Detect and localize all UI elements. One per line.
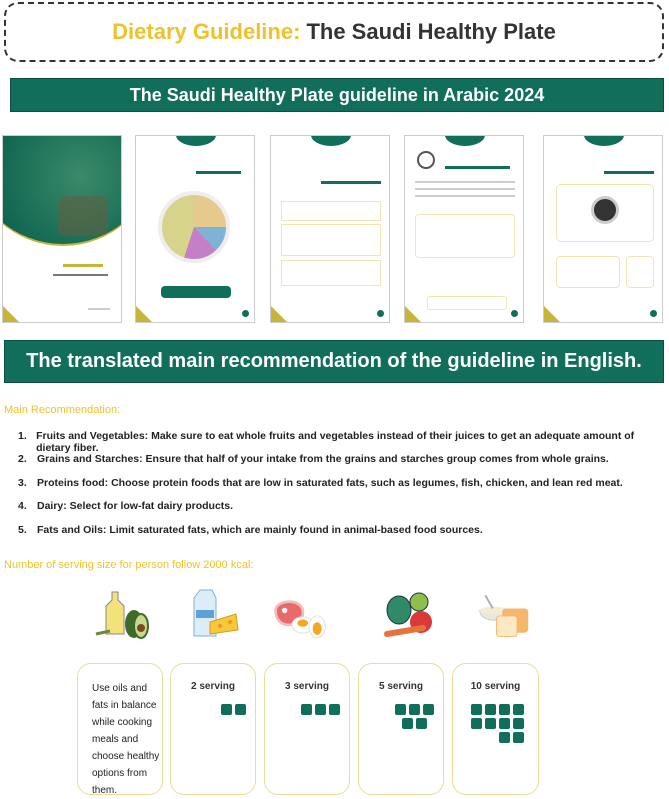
serving-square bbox=[329, 704, 340, 715]
serving-square bbox=[471, 704, 482, 715]
guideline-grains-page bbox=[404, 135, 524, 323]
recommendation-item: 1. Fruits and Vegetables: Make sure to eat whole fruits and vegetables instead of their juices to get an adequate amount of dietary fiber. bbox=[18, 430, 635, 454]
milk-cheese-icon bbox=[190, 588, 246, 642]
oil-avocado-icon bbox=[94, 588, 150, 642]
recommendation-item: 5. Fats and Oils: Limit saturated fats, which are mainly found in animal-based food sources. bbox=[18, 524, 483, 536]
serving-square bbox=[315, 704, 326, 715]
fats-oils-note: Use oils and fats in balance while cooking meals and choose healthy options from them. bbox=[92, 683, 160, 796]
guideline-cover-page bbox=[2, 135, 122, 323]
serving-square bbox=[402, 718, 413, 729]
serving-square bbox=[395, 704, 406, 715]
vegetables-icon bbox=[383, 588, 439, 642]
english-translation-banner: The translated main recommendation of the guideline in English. bbox=[4, 340, 664, 383]
serving-label: 2 serving bbox=[191, 681, 235, 692]
serving-square bbox=[513, 704, 524, 715]
title-main: The Saudi Healthy Plate bbox=[306, 19, 556, 44]
serving-square bbox=[471, 718, 482, 729]
serving-square bbox=[499, 732, 510, 743]
bread-cereal-icon bbox=[476, 588, 532, 642]
serving-square bbox=[485, 704, 496, 715]
recommendation-item: 3. Proteins food: Choose protein foods that are low in saturated fats, such as legumes, fish, chicken, and lean red meat. bbox=[18, 477, 623, 489]
serving-square bbox=[499, 718, 510, 729]
serving-square bbox=[485, 718, 496, 729]
serving-square bbox=[513, 732, 524, 743]
serving-square bbox=[301, 704, 312, 715]
recommendation-item: 2. Grains and Starches: Ensure that half of your intake from the grains and starches group comes from whole grains. bbox=[18, 453, 609, 465]
serving-square bbox=[423, 704, 434, 715]
meat-egg-icon bbox=[272, 588, 328, 642]
serving-square bbox=[416, 718, 427, 729]
serving-square bbox=[409, 704, 420, 715]
main-recommendation-heading: Main Recommendation: bbox=[4, 404, 121, 416]
guideline-example-page bbox=[543, 135, 663, 323]
guideline-plate-page bbox=[135, 135, 255, 323]
vegetables-serving-card bbox=[358, 663, 444, 795]
serving-square bbox=[499, 704, 510, 715]
servings-heading: Number of serving size for person follow 2000 kcal: bbox=[4, 559, 254, 571]
title-accent: Dietary Guideline: bbox=[112, 19, 301, 44]
serving-label: 5 serving bbox=[379, 681, 423, 692]
arabic-guideline-banner: The Saudi Healthy Plate guideline in Arabic 2024 bbox=[10, 78, 664, 112]
fats-oils-card bbox=[77, 663, 163, 795]
dairy-serving-card bbox=[170, 663, 256, 795]
guideline-food-groups-page bbox=[270, 135, 390, 323]
grains-serving-card bbox=[452, 663, 539, 795]
serving-label: 3 serving bbox=[285, 681, 329, 692]
serving-square bbox=[221, 704, 232, 715]
serving-square bbox=[513, 718, 524, 729]
protein-serving-card bbox=[264, 663, 350, 795]
page-title bbox=[4, 2, 664, 62]
recommendation-item: 4. Dairy: Select for low-fat dairy products. bbox=[18, 500, 234, 512]
serving-square bbox=[235, 704, 246, 715]
serving-label: 10 serving bbox=[470, 681, 521, 692]
